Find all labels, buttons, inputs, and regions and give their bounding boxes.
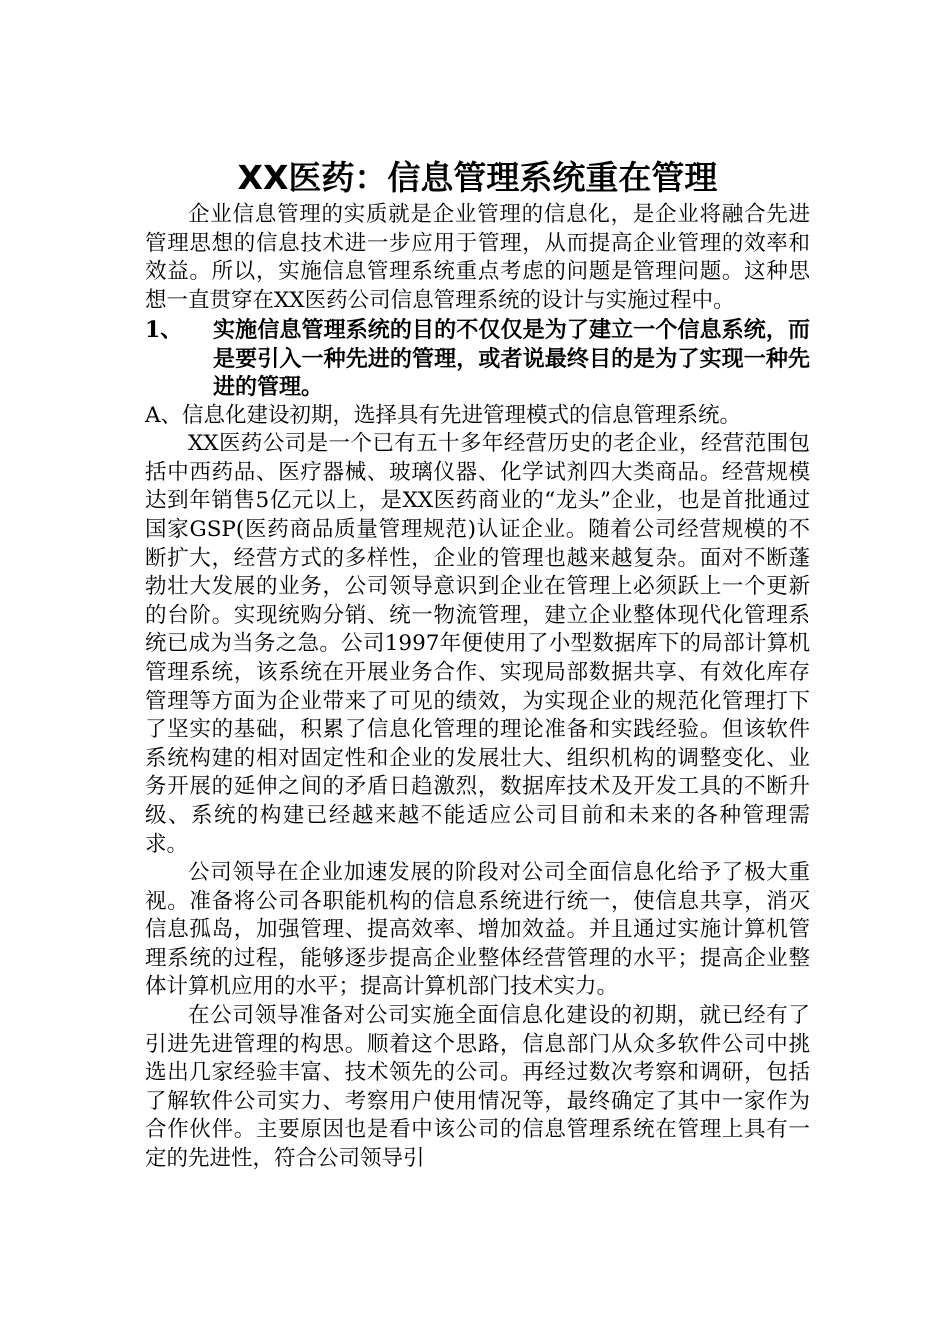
body-paragraph-3: 在公司领导准备对公司实施全面信息化建设的初期，就已经有了引进先进管理的构思。顺着这个思路，信息部门从众多软件公司中挑选出几家经验丰富、技术领先的公司。再经过数次考察和调研，包括了解软件公司实力、考察用户使用情况等，最终确定了其中一家作为合作伙伴。主要原因也是看中该公司的信息管理系统在管理上具有一定的先进性，符合公司领导引 (145, 1003, 810, 1172)
body-paragraph-1: XX医药公司是一个已有五十多年经营历史的老企业，经营范围包括中西药品、医疗器械、玻璃仪器、化学试剂四大类商品。经营规模达到年销售5亿元以上，是XX医药商业的“龙头”企业，也是首批通过国家GSP(医药商品质量管理规范)认证企业。随着公司经营规模的不断扩大，经营方式的多样性，企业的管理也越来越复杂。面对不断蓬勃壮大发展的业务，公司领导意识到企业在管理上必须跃上一个更新的台阶。实现统购分销、统一物流管理，建立企业整体现代化管理系统已成为当务之急。公司1997年便使用了小型数据库下的局部计算机管理系统，该系统在开展业务合作、实现局部数据共享、有效化库存管理等方面为企业带来了可见的绩效，为实现企业的规范化管理打下了坚实的基础，积累了信息化管理的理论准备和实践经验。但该软件系统构建的相对固定性和企业的发展壮大、组织机构的调整变化、业务开展的延伸之间的矛盾日趋激烈，数据库技术及开发工具的不断升级、系统的构建已经越来越不能适应公司目前和未来的各种管理需求。 (145, 431, 810, 857)
section-heading-1 (145, 316, 810, 401)
section-number: 1、 (145, 317, 183, 344)
subheading-a: A、信息化建设初期，选择具有先进管理模式的信息管理系统。 (145, 402, 742, 428)
intro-paragraph: 企业信息管理的实质就是企业管理的信息化，是企业将融合先进管理思想的信息技术进一步应用于管理，从而提高企业管理的效率和效益。所以，实施信息管理系统重点考虑的问题是管理问题。这种思想一直贯穿在XX医药公司信息管理系统的设计与实施过程中。 (145, 202, 810, 313)
document-title: XX医药：信息管理系统重在管理 (237, 158, 718, 197)
body-paragraph-2: 公司领导在企业加速发展的阶段对公司全面信息化给予了极大重视。准备将公司各职能机构的信息系统进行统一，使信息共享，消灭信息孤岛，加强管理、提高效率、增加效益。并且通过实施计算机管理系统的过程，能够逐步提高企业整体经营管理的水平；提高企业整体计算机应用的水平；提高计算机部门技术实力。 (145, 860, 810, 1000)
document-page (145, 155, 810, 1174)
section-heading-text: 实施信息管理系统的目的不仅仅是为了建立一个信息系统，而是要引入一种先进的管理，或者说最终目的是为了实现一种先进的管理。 (213, 317, 810, 401)
